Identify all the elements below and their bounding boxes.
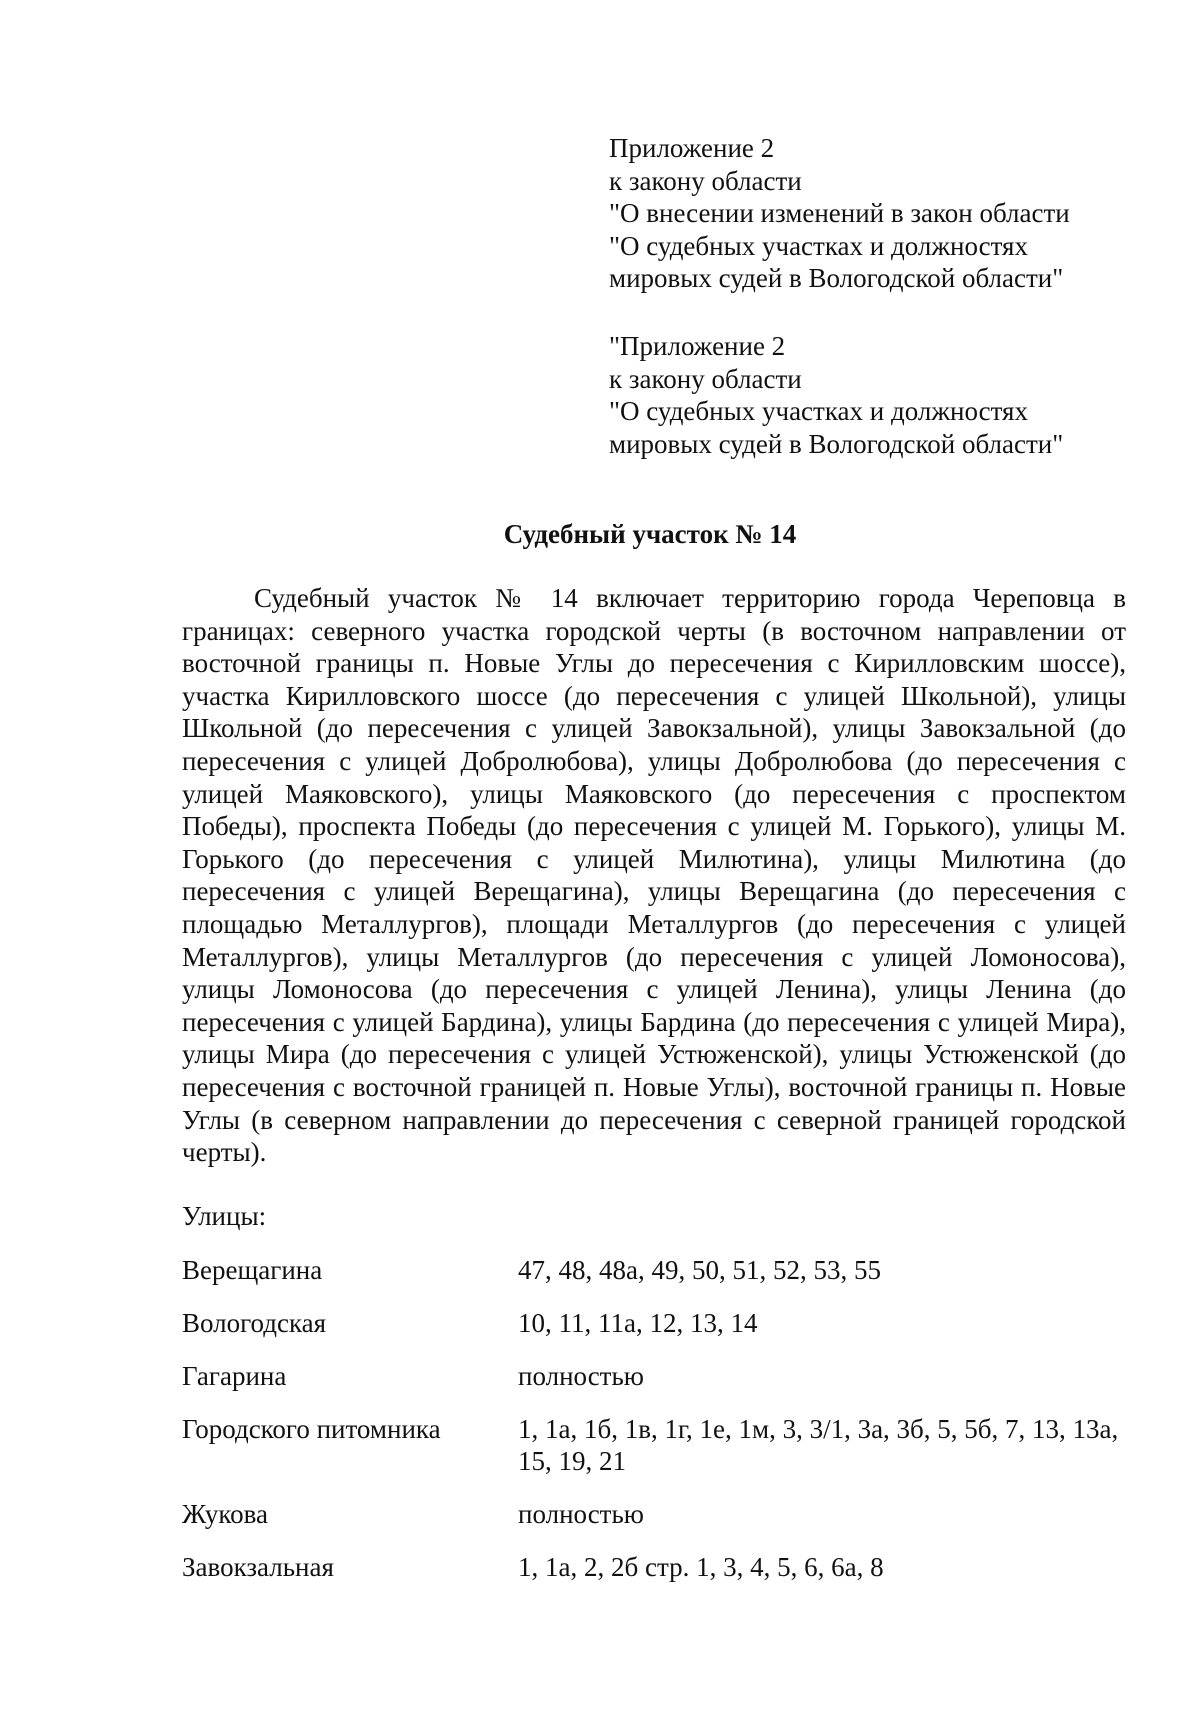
street-name: Завокзальная [182,1552,334,1582]
street-houses: 1, 1а, 1б, 1в, 1г, 1е, 1м, 3, 3/1, 3а, 3б, 5, 5б, 7, 13, 13а, 15, 19, 21 [518,1414,1119,1476]
street-houses: 1, 1а, 2, 2б стр. 1, 3, 4, 5, 6, 6а, 8 [518,1552,884,1582]
street-name: Вологодская [182,1308,327,1338]
appendix-quote [609,330,1169,460]
appendix-header-line: мировых судей в Вологодской области" [609,263,1064,293]
street-name: Городского питомника [182,1414,441,1444]
street-houses: 47, 48, 48а, 49, 50, 51, 52, 53, 55 [518,1255,881,1285]
appendix-header-line: Приложение 2 [609,133,775,163]
section-description: Судебный участок № 14 включает территорию города Череповца в границах: северного участка городской черты (в восточном направлении от восточной границы п. Новые Углы до пересечения с Кирилловским шоссе), участка Кирилловского шоссе (до пересечения с улицей Школьной), улицы Школьной (до пересечения с улицей Завокзальной), улицы Завокзальной (до пересечения с улицей Добролюбова), улицы Добролюбова (до пересечения с улицей Маяковского), улицы Маяковского (до пересечения с проспектом Победы), проспекта Победы (до пересечения с улицей М. Горького), улицы М. Горького (до пересечения с улицей Милютина), улицы Милютина (до пересечения с улицей Верещагина), улицы Верещагина (до пересечения с площадью Металлургов), площади Металлургов (до пересечения с улицей Металлургов), улицы Металлургов (до пересечения с улицей Ломоносова), улицы Ломоносова (до пересечения с улицей Ленина), улицы Ленина (до пересечения с улицей Бардина), улицы Бардина (до пересечения с улицей Мира), улицы Мира (до пересечения с улицей Устюженской), улицы Устюженской (до пересечения с восточной границей п. Новые Углы), восточной границы п. Новые Углы (в северном направлении до пересечения с северной границей городской черты). [182,583,1126,1168]
appendix-header-line: "О внесении изменений в закон области [609,198,1070,228]
street-name: Верещагина [182,1255,323,1285]
appendix-quote-line: "О судебных участках и должностях [609,396,1028,426]
street-row [182,1413,1126,1477]
section-title: Судебный участок № 14 [503,519,797,549]
street-houses: полностью [518,1361,644,1391]
appendix-header-line: к закону области [609,165,802,196]
street-name: Гагарина [182,1361,287,1391]
street-name: Жукова [182,1499,268,1529]
appendix-quote-line: мировых судей в Вологодской области" [609,428,1064,459]
street-row [182,1551,1126,1583]
appendix-header [609,132,1169,295]
streets-label: Улицы: [182,1201,267,1231]
street-row [182,1254,1126,1286]
street-houses: 10, 11, 11а, 12, 13, 14 [518,1308,758,1338]
street-row [182,1360,1126,1392]
appendix-quote-line: к закону области [609,363,802,394]
appendix-header-line: "О судебных участках и должностях [609,230,1028,261]
street-row [182,1498,1126,1530]
street-row [182,1307,1126,1339]
streets-table [182,1254,1126,1604]
appendix-quote-line: "Приложение 2 [609,331,786,361]
street-houses: полностью [518,1499,644,1529]
